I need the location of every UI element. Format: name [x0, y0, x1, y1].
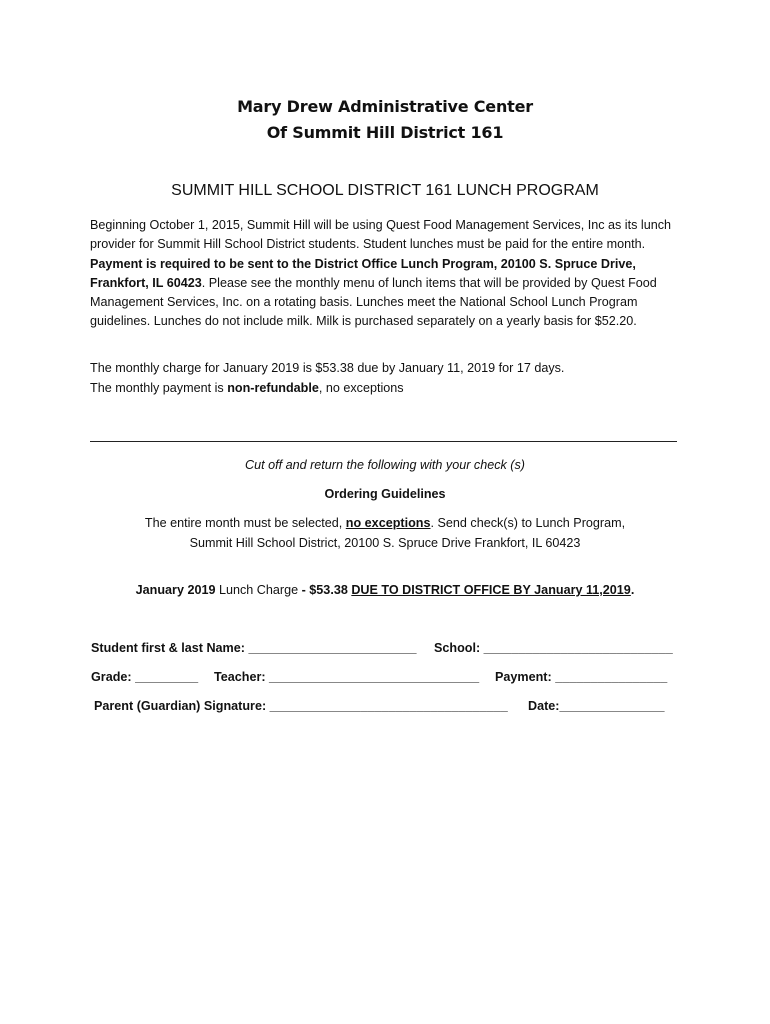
ordering-title: Ordering Guidelines: [324, 487, 446, 501]
grade-field[interactable]: Grade: _________: [91, 670, 199, 684]
ordering-suffix: . Send check(s) to Lunch Program,: [430, 516, 626, 530]
teacher-field[interactable]: Teacher: ______________________________: [214, 670, 480, 684]
payment-field[interactable]: Payment: ________________: [495, 670, 668, 684]
student-name-field[interactable]: Student first & last Name: ________________________: [91, 641, 417, 655]
header-line-1: Mary Drew Administrative Center: [237, 97, 533, 116]
intro-payment-address: Payment is required to be sent to the District Office Lunch Program, 20100 S. Spruce Drive, Frankfort, IL 60423: [90, 256, 636, 290]
cut-off-divider: [90, 441, 677, 442]
intro-text-1: Beginning October 1, 2015, Summit Hill will be using Quest Food Management Services, Inc as its lunch provider for Summit Hill School District students. Student lunches must be paid for the entire month.: [90, 218, 671, 252]
school-field[interactable]: School: ___________________________: [434, 641, 673, 655]
intro-paragraph: [90, 216, 690, 332]
january-charge-line: [0, 581, 770, 600]
january-month: January 2019: [135, 583, 216, 597]
january-end: .: [630, 583, 635, 597]
ordering-prefix: The entire month must be selected,: [144, 516, 346, 530]
january-due: DUE TO DISTRICT OFFICE BY January 11,2019: [351, 583, 631, 597]
cutoff-text: Cut off and return the following with your check (s): [245, 458, 525, 472]
january-middle: Lunch Charge: [215, 583, 302, 597]
refund-bold: non-refundable: [227, 381, 319, 395]
january-amount: - $53.38: [301, 583, 352, 597]
refund-suffix: , no exceptions: [318, 381, 404, 395]
parent-signature-field[interactable]: Parent (Guardian) Signature: __________________________________: [94, 699, 508, 713]
ordering-line-2: Summit Hill School District, 20100 S. Spruce Drive Frankfort, IL 60423: [189, 536, 581, 550]
date-field[interactable]: Date:_______________: [528, 699, 665, 713]
cutoff-instruction: [0, 456, 770, 475]
header-line-2: Of Summit Hill District 161: [266, 123, 504, 142]
program-title: SUMMIT HILL SCHOOL DISTRICT 161 LUNCH PROGRAM: [171, 182, 599, 199]
ordering-no-exceptions: no exceptions: [345, 516, 431, 530]
charge-line: The monthly charge for January 2019 is $53.38 due by January 11, 2019 for 17 days.: [90, 361, 565, 375]
refund-prefix: The monthly payment is: [90, 381, 228, 395]
ordering-line-1: [0, 514, 770, 533]
refund-line: [90, 379, 690, 398]
intro-text-2: . Please see the monthly menu of lunch items that will be provided by Quest Food Management Services, Inc. on a rotating basis. Lunches meet the National School Lunch Program guidelines. Lunches do not include milk. Milk is purchased separately on a yearly basis for $52.20.: [90, 275, 657, 329]
